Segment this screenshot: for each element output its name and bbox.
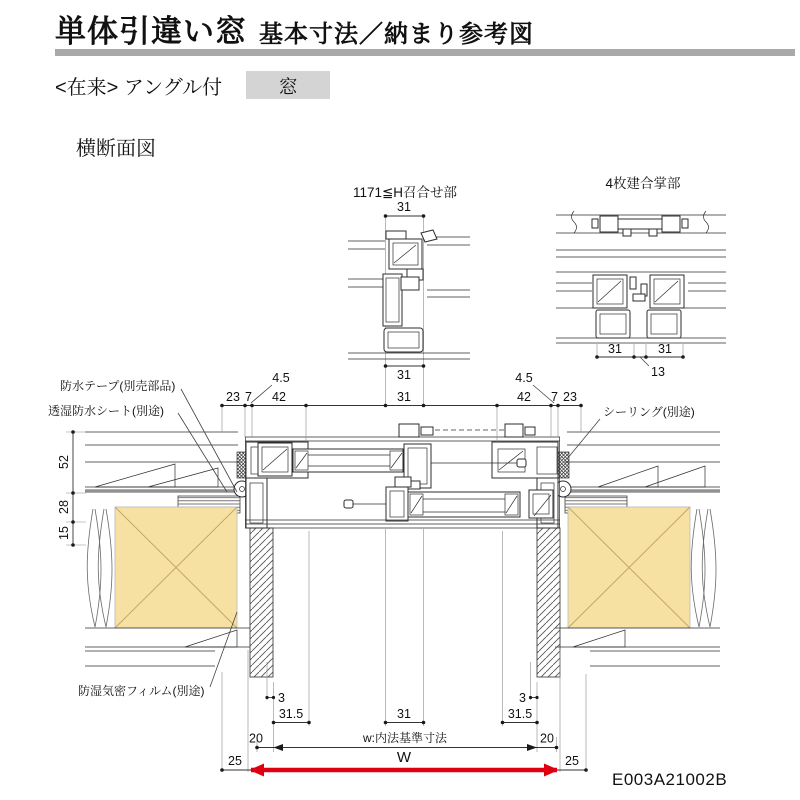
dim-42-right: 42	[517, 390, 531, 404]
dim-23-right: 23	[563, 390, 577, 404]
dim-31-bottom: 31	[397, 707, 411, 721]
detail-meeting-stile	[348, 185, 470, 405]
left-wall-section	[85, 432, 250, 666]
detail-gassho-dim-gap: 13	[651, 365, 665, 379]
dim-25-right: 25	[565, 754, 579, 768]
insulation-squiggle	[87, 509, 101, 627]
title-main: 単体引違い窓	[55, 14, 247, 49]
bottom-dimensions	[220, 529, 588, 777]
detail-gassho-dim-right: 31	[658, 342, 672, 356]
detail-gassho-label: 4枚建合掌部	[605, 176, 681, 191]
drawing-code: E003A21002B	[612, 770, 728, 789]
dim-w-inner-label: w:内法基準寸法	[362, 731, 448, 745]
dim-42-left: 42	[272, 390, 286, 404]
w-arrow-left-head	[249, 764, 264, 777]
dim-315-left: 31.5	[278, 707, 304, 721]
left-dimensions	[57, 430, 86, 547]
dim-45-left: 4.5	[272, 371, 290, 385]
interior-casings	[250, 528, 560, 677]
dim-15: 15	[57, 526, 71, 540]
dim-25-left: 25	[228, 754, 242, 768]
category-tag-box: 窓	[246, 71, 330, 99]
insulation-squiggle	[691, 509, 705, 627]
dim-20-right: 20	[540, 731, 554, 746]
dim-28: 28	[57, 500, 71, 514]
title-sub: 基本寸法／納まり参考図	[259, 21, 534, 48]
callout-moisture-sheet: 透湿防水シート(別途)	[48, 404, 164, 418]
detail-meeting-dim-top: 31	[397, 200, 411, 214]
callout-sealing: シーリング(別途)	[603, 405, 695, 419]
dim-31-center-top: 31	[397, 390, 411, 404]
dim-23-left: 23	[226, 390, 240, 404]
section-title: 横断面図	[76, 138, 156, 160]
right-wall-section	[555, 432, 720, 666]
callout-vapor-film: 防湿気密フィルム(別途)	[78, 684, 205, 698]
dim-3-left: 3	[278, 691, 285, 705]
category-label: <在来> アングル付	[55, 76, 223, 99]
detail-meeting-dim-bottom: 31	[397, 368, 411, 382]
callout-waterproof-tape: 防水テープ(別売部品)	[60, 379, 176, 393]
window-frame-section	[245, 424, 560, 528]
detail-meeting-label: 1171≦H召合せ部	[352, 185, 458, 200]
dim-315-right: 31.5	[507, 707, 533, 721]
dim-w-label: W	[396, 749, 412, 766]
dim-7-right: 7	[551, 390, 558, 404]
dim-45-right: 4.5	[515, 371, 533, 385]
dim-3-right: 3	[519, 691, 526, 705]
dim-20-left: 20	[249, 731, 263, 746]
detail-gassho-dim-left: 31	[608, 342, 622, 356]
left-casing	[250, 528, 273, 677]
dim-52: 52	[57, 455, 71, 469]
dim-7-left: 7	[245, 390, 252, 404]
detail-gassho	[556, 175, 726, 379]
right-sealing	[557, 452, 569, 478]
right-casing	[537, 528, 560, 677]
w-arrow-right-head	[544, 764, 559, 777]
